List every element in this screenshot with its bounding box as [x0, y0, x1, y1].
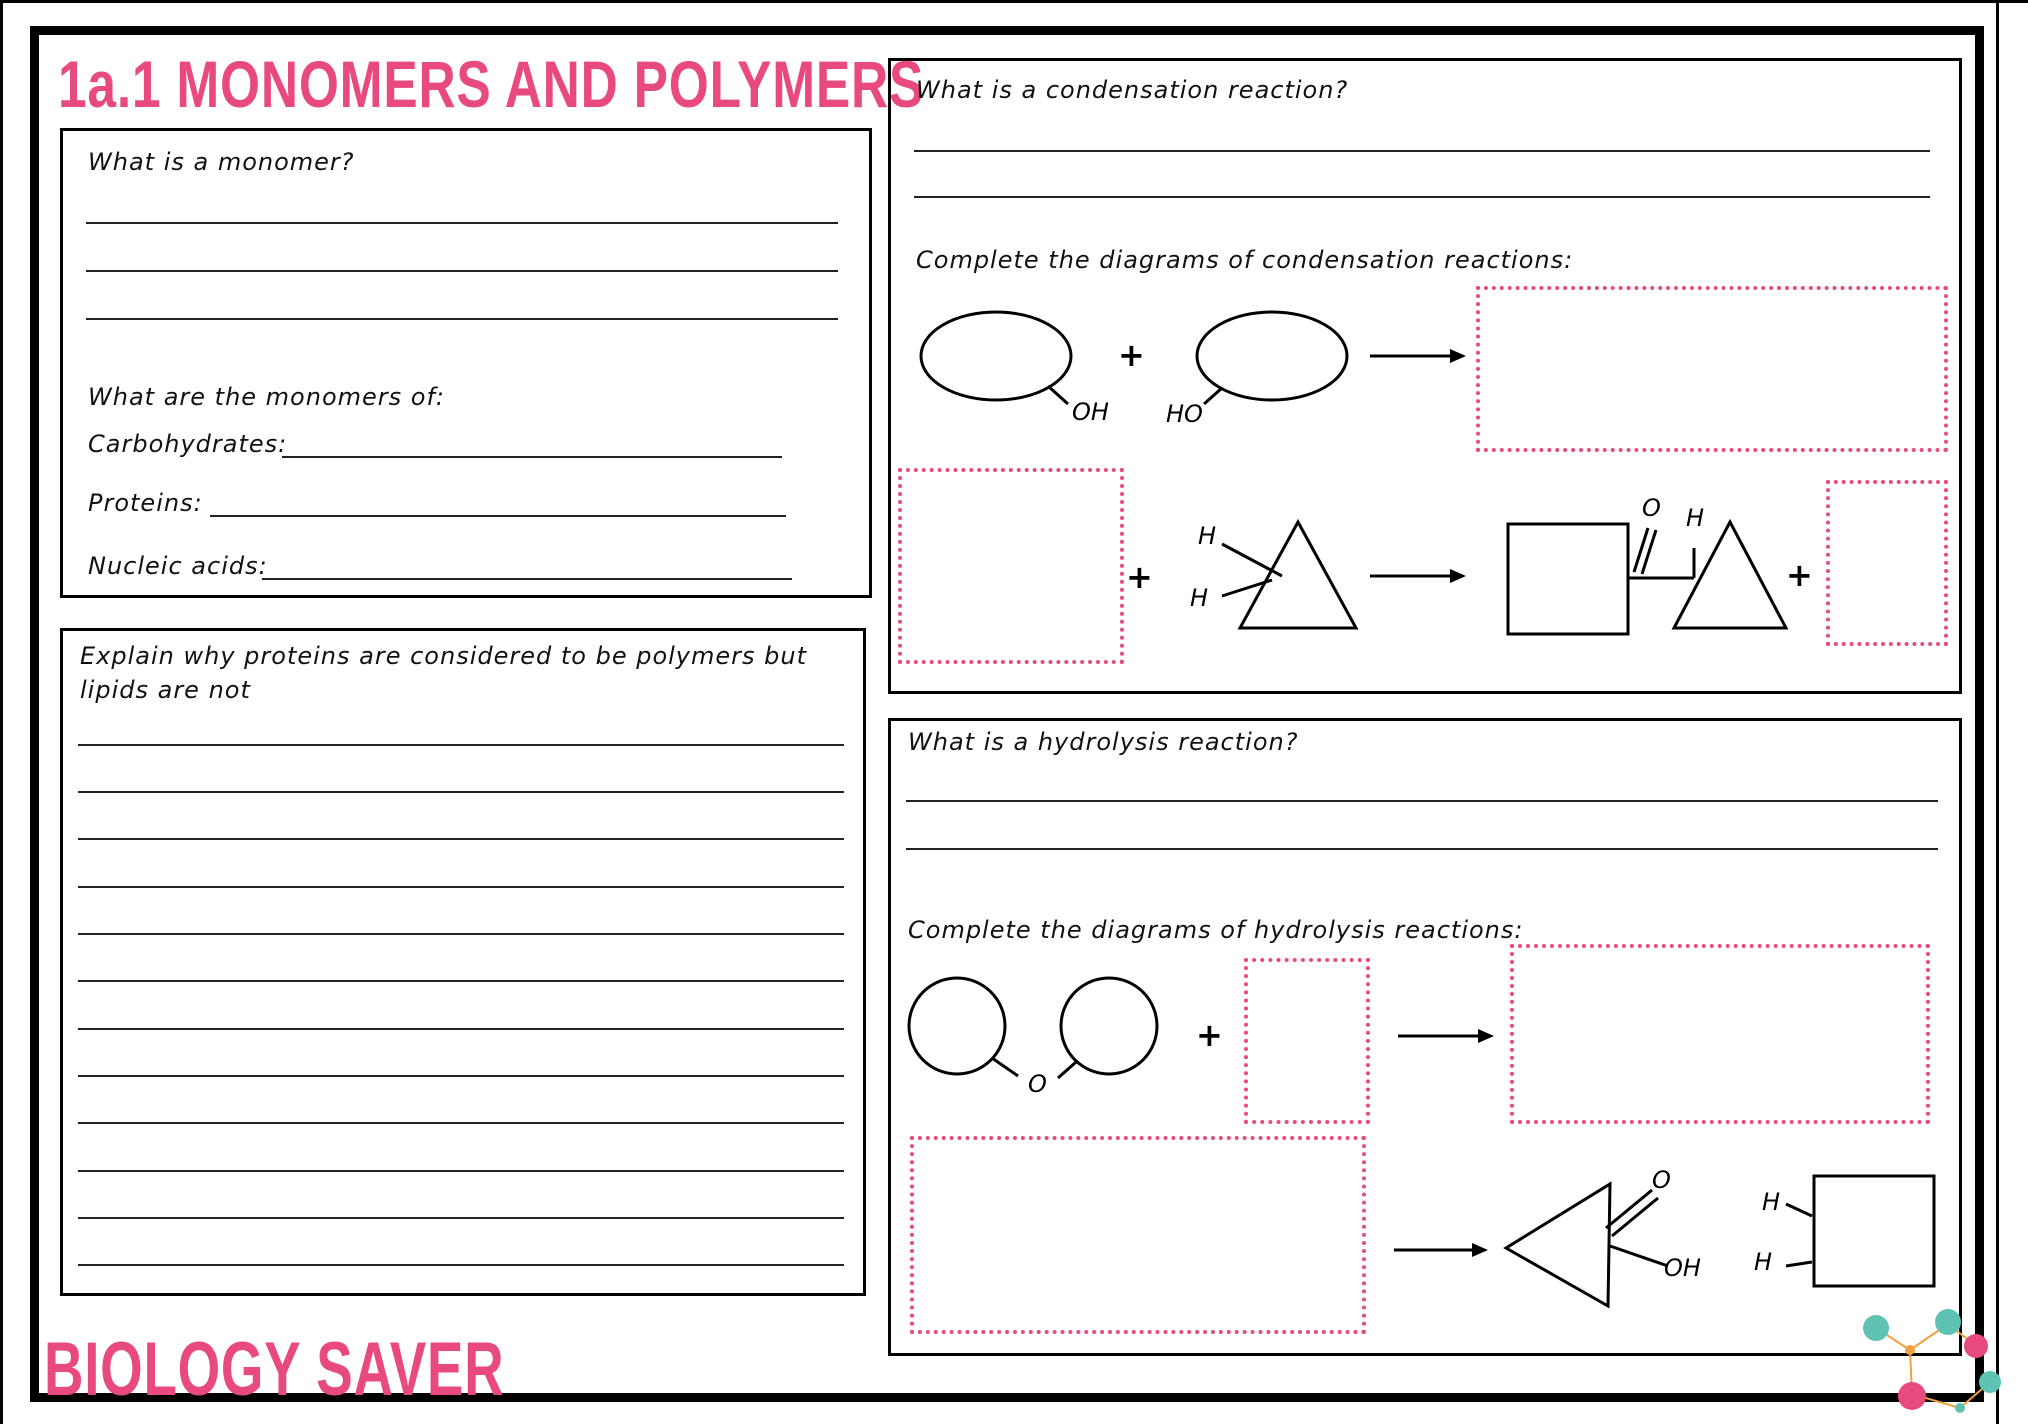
- hydrogen-label: H: [1762, 1188, 1781, 1216]
- molecule-atom: [1979, 1371, 2001, 1393]
- plus-sign: +: [1786, 556, 1813, 594]
- explain-question-line2: lipids are not: [80, 676, 251, 704]
- hydroxyl-label: OH: [1072, 398, 1109, 426]
- condensation-instruction: Complete the diagrams of condensation reactions:: [916, 246, 1574, 274]
- hydrogen-label: H: [1190, 584, 1209, 612]
- hydroxyl-label: OH: [1664, 1254, 1701, 1282]
- condensation-question: What is a condensation reaction?: [916, 76, 1349, 104]
- nucleic-acids-label: Nucleic acids:: [88, 552, 268, 580]
- oxygen-label: O: [1652, 1166, 1671, 1194]
- plus-sign: +: [1126, 558, 1153, 596]
- oxygen-label: O: [1028, 1070, 1047, 1098]
- monomer-question: What is a monomer?: [88, 148, 355, 176]
- biology-saver-logo: BIOLOGY SAVER: [44, 1327, 505, 1412]
- hydrogen-label: H: [1754, 1248, 1773, 1276]
- hydroxyl-label: HO: [1166, 400, 1203, 428]
- carbohydrates-label: Carbohydrates:: [88, 430, 288, 458]
- hydrogen-label: H: [1686, 504, 1705, 532]
- monomers-of-question: What are the monomers of:: [88, 383, 445, 411]
- molecule-atom: [1955, 1403, 1965, 1413]
- plus-sign: +: [1196, 1016, 1223, 1054]
- proteins-label: Proteins:: [88, 489, 203, 517]
- molecule-atom: [1964, 1334, 1988, 1358]
- molecule-atom: [1935, 1309, 1961, 1335]
- hydrolysis-question: What is a hydrolysis reaction?: [908, 728, 1299, 756]
- plus-sign: +: [1118, 336, 1145, 374]
- oxygen-label: O: [1642, 494, 1661, 522]
- hydrogen-label: H: [1198, 522, 1217, 550]
- explain-question-line1: Explain why proteins are considered to be polymers but: [80, 642, 807, 670]
- molecule-atom: [1863, 1315, 1889, 1341]
- molecule-atom: [1905, 1345, 1915, 1355]
- molecule-atom: [1898, 1382, 1926, 1410]
- page-title: 1a.1 MONOMERS AND POLYMERS: [58, 47, 925, 121]
- hydrolysis-instruction: Complete the diagrams of hydrolysis reactions:: [908, 916, 1524, 944]
